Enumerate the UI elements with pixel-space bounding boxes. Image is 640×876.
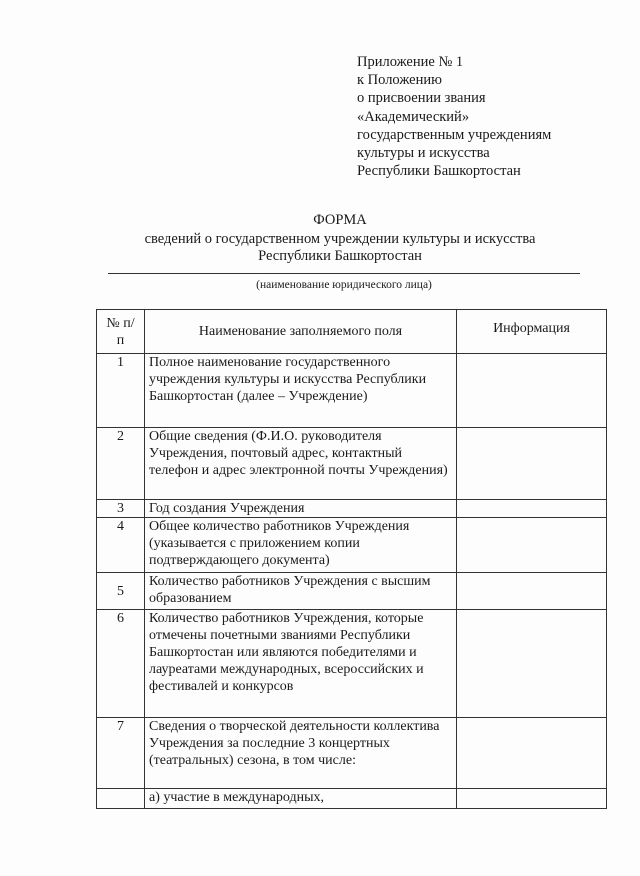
table-row (97, 428, 607, 500)
form-subtitle-line-2: Республики Башкортостан (258, 248, 422, 264)
table-row (97, 718, 607, 789)
row-field-name: Общие сведения (Ф.И.О. руководителя Учреждения, почтовый адрес, контактный телефон и адрес электронной почты Учреждения) (145, 428, 457, 500)
row-number: 7 (97, 718, 145, 789)
row-info-cell (457, 718, 607, 789)
row-info-cell (457, 789, 607, 809)
table-row (97, 610, 607, 718)
table-row (97, 789, 607, 809)
table-header-row (97, 310, 607, 354)
row-info-cell (457, 354, 607, 428)
appendix-line: культуры и искусства (357, 145, 490, 162)
appendix-line: к Положению (357, 72, 442, 89)
row-field-name: а) участие в международных, (145, 789, 457, 809)
row-info-cell (457, 518, 607, 573)
row-number: 2 (97, 428, 145, 500)
row-field-name: Количество работников Учреждения, которые отмечены почетными званиями Республики Башкортостан или являются победителями и лауреатами международных, всероссийских и фестивалей и конкурсов (145, 610, 457, 718)
table-row (97, 354, 607, 428)
row-info-cell (457, 610, 607, 718)
appendix-header (357, 53, 551, 180)
form-subtitle-line-1: сведений о государственном учреждении культуры и искусства (144, 231, 536, 247)
row-number (97, 789, 145, 809)
appendix-line: Приложение № 1 (357, 54, 464, 70)
header-field: Наименование заполняемого поля (145, 310, 457, 354)
header-num: № п/п (97, 310, 145, 354)
row-number: 6 (97, 610, 145, 718)
appendix-line: Республики Башкортостан (357, 163, 521, 180)
row-number: 3 (97, 500, 145, 518)
row-number: 4 (97, 518, 145, 573)
row-info-cell (457, 500, 607, 518)
information-table (96, 309, 607, 809)
row-field-name: Полное наименование государственного учреждения культуры и искусства Республики Башкортостан (далее – Учреждение) (145, 354, 457, 428)
row-info-cell (457, 428, 607, 500)
table-row (97, 573, 607, 610)
row-field-name: Год создания Учреждения (145, 500, 457, 518)
appendix-line: «Академический» (357, 108, 470, 125)
legal-entity-name-line (108, 273, 580, 274)
form-title: ФОРМА (313, 212, 367, 228)
appendix-line: о присвоении звания (357, 90, 486, 107)
row-field-name: Количество работников Учреждения с высшим образованием (145, 573, 457, 610)
table-row (97, 500, 607, 518)
row-number: 5 (97, 573, 145, 610)
row-field-name: Сведения о творческой деятельности коллектива Учреждения за последние 3 концертных (театральных) сезона, в том числе: (145, 718, 457, 789)
row-number: 1 (97, 354, 145, 428)
appendix-line: государственным учреждениям (357, 126, 552, 143)
row-field-name: Общее количество работников Учреждения (указывается с приложением копии подтверждающего документа) (145, 518, 457, 573)
row-info-cell (457, 573, 607, 610)
table-row (97, 518, 607, 573)
header-info: Информация (457, 310, 607, 354)
legal-entity-caption: (наименование юридического лица) (256, 279, 432, 291)
